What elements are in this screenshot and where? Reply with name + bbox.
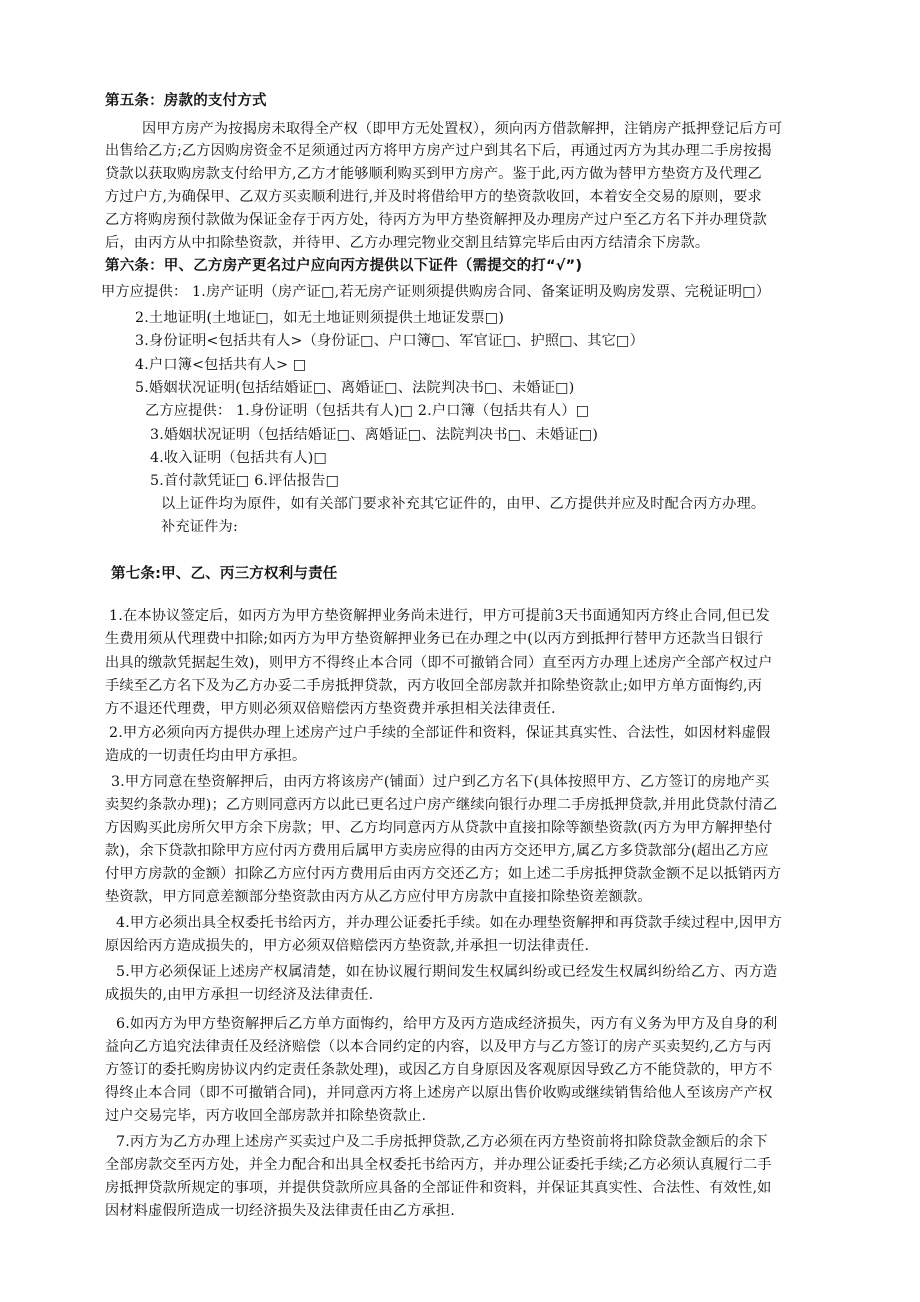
document-list-line: 3.身份证明<包括共有人>（身份证□、户口簿□、军官证□、护照□、其它□）	[135, 333, 644, 349]
paragraph-line: 益向乙方追究法律责任及经济赔偿（以本合同约定的内容，以及甲方与乙方签订的房产买卖契约,乙方与丙	[105, 1039, 772, 1055]
paragraph-line: 方过户方,为确保甲、乙双方买卖顺利进行,并及时将借给甲方的垫资款收回，本着安全交易的原则，要求	[105, 189, 762, 205]
document-list-line: 2.土地证明(土地证□，如无土地证则须提供土地证发票□)	[135, 310, 505, 326]
paragraph-line: 生费用须从代理费中扣除;如丙方为甲方垫资解押业务已在办理之中(以丙方到抵押行替甲方还款当日银行	[105, 631, 764, 647]
document-list-line: 5.婚姻状况证明(包括结婚证□、离婚证□、法院判决书□、未婚证□)	[135, 380, 575, 396]
document-list-line: 4.户口簿<包括共有人> □	[135, 357, 307, 373]
paragraph-line: 7.丙方为乙方办理上述房产买卖过户及二手房抵押贷款,乙方必须在丙方垫资前将扣除贷款金额后的余下	[116, 1134, 768, 1150]
paragraph-line: 4.甲方必须出具全权委托书给丙方，并办理公证委托手续。如在办理垫资解押和再贷款手续过程中,因甲方	[116, 915, 783, 931]
paragraph-line: 款)，余下贷款扣除甲方应付丙方费用后属甲方卖房应得的由丙方交还甲方,属乙方多贷款部分(超出乙方应	[105, 843, 769, 859]
document-list-line: 4.收入证明（包括共有人)□	[150, 450, 328, 466]
paragraph-line: 2.甲方必须向丙方提供办理上述房产过户手续的全部证件和资料，保证其真实性、合法性，如因材料虚假	[109, 725, 771, 741]
paragraph-line: 手续至乙方名下及为乙方办妥二手房抵押贷款，丙方收回全部房款并扣除垫资款止;如甲方单方面悔约,丙	[105, 678, 763, 694]
paragraph-line: 6.如丙方为甲方垫资解押后乙方单方面悔约，给甲方及丙方造成经济损失，丙方有义务为甲方及自身的利	[116, 1016, 778, 1032]
paragraph-line: 因甲方房产为按揭房未取得全产权（即甲方无处置权），须向丙方借款解押，注销房产抵押登记后方可	[142, 121, 783, 137]
paragraph-line: 得终止本合同（即不可撤销合同)，并同意丙方将上述房产以原出售价收购或继续销售给他人至该房产产权	[105, 1085, 773, 1101]
article-5-heading: 第五条：房款的支付方式	[105, 93, 267, 109]
paragraph-line: 乙方将购房预付款做为保证金存于丙方处，待丙方为甲方垫资解押及办理房产过户至乙方名下并办理贷款	[105, 212, 767, 228]
paragraph-line: 垫资款，甲方同意差额部分垫资款由丙方从乙方应付甲方房款中直接扣除垫资差额款。	[105, 889, 652, 905]
paragraph-line: 卖契约条款办理)；乙方则同意丙方以此已更名过户房产继续向银行办理二手房抵押贷款,并用此贷款付清乙	[105, 797, 778, 813]
paragraph-line: 付甲方房款的金额）扣除乙方应付丙方费用后由丙方交还乙方；如上述二手房抵押贷款金额不足以抵销丙方	[105, 866, 782, 882]
supplementary-documents-label: 补充证件为:	[161, 519, 238, 535]
paragraph-line: 过户交易完毕，丙方收回全部房款并扣除垫资款止.	[105, 1108, 427, 1124]
paragraph-line: 房抵押贷款所规定的事项，并提供贷款所应具备的全部证件和资料，并保证其真实性、合法性、有效性,如	[105, 1180, 772, 1196]
document-list-line: 乙方应提供： 1.身份证明（包括共有人)□ 2.户口簿（包括共有人）□	[145, 403, 590, 419]
paragraph-line: 原因给丙方造成损失的，甲方必须双倍赔偿丙方垫资款,并承担一切法律责任.	[105, 938, 590, 954]
article-6-heading: 第六条：甲、乙方房产更名过户应向丙方提供以下证件（需提交的打“√”)	[105, 258, 583, 274]
paragraph-line: 5.甲方必须保证上述房产权属清楚，如在协议履行期间发生权属纠纷或已经发生权属纠纷给乙方、丙方造	[116, 964, 778, 980]
document-list-line: 3.婚姻状况证明（包括结婚证□、离婚证□、法院判决书□、未婚证□)	[150, 427, 599, 443]
article-7-heading: 第七条:甲、乙、丙三方权利与责任	[111, 566, 338, 582]
paragraph-line: 方因购买此房所欠甲方余下房款；甲、乙方均同意丙方从贷款中直接扣除等额垫资款(丙方为甲方解押垫付	[105, 820, 773, 836]
paragraph-line: 方不退还代理费，甲方则必须双倍赔偿丙方垫资费并承担相关法律责任.	[105, 701, 556, 717]
document-list-line: 甲方应提供： 1.房产证明（房产证□,若无房产证则须提供购房合同、备案证明及购房发票、完税证明□）	[101, 284, 771, 300]
paragraph-line: 3.甲方同意在垫资解押后，由丙方将该房产(铺面）过户到乙方名下(具体按照甲方、乙方签订的房地产买	[111, 774, 770, 790]
document-note-line: 以上证件均为原件，如有关部门要求补充其它证件的，由甲、乙方提供并应及时配合丙方办理。	[161, 496, 766, 512]
paragraph-line: 全部房款交至丙方处，并全力配合和出具全权委托书给丙方，并办理公证委托手续;乙方必须认真履行二手	[105, 1157, 772, 1173]
paragraph-line: 贷款以获取购房款支付给甲方,乙方才能够顺利购买到甲方房产。鉴于此,丙方做为替甲方垫资方及代理乙	[105, 166, 762, 182]
paragraph-line: 造成的一切责任均由甲方承担。	[105, 748, 307, 764]
document-list-line: 5.首付款凭证□ 6.评估报告□	[150, 473, 340, 489]
paragraph-line: 因材料虚假所造成一切经济损失及法律责任由乙方承担.	[105, 1203, 456, 1219]
paragraph-line: 出具的缴款凭据起生效)，则甲方不得终止本合同（即不可撤销合同）直至丙方办理上述房产全部产权过户	[105, 655, 773, 671]
paragraph-line: 1.在本协议签定后，如丙方为甲方垫资解押业务尚未进行，甲方可提前3天书面通知丙方终止合同,但已发	[109, 608, 770, 624]
paragraph-line: 后，由丙方从中扣除垫资款，并待甲、乙方办理完物业交割且结算完毕后由丙方结清余下房款。	[105, 235, 710, 251]
paragraph-line: 成损失的,由甲方承担一切经济及法律责任.	[105, 987, 374, 1003]
paragraph-line: 出售给乙方;乙方因购房资金不足须通过丙方将甲方房产过户到其名下后，再通过丙方为其办理二手房按揭	[105, 143, 772, 159]
paragraph-line: 方签订的委托购房协议内约定责任条款处理)，或因乙方自身原因及客观原因导致乙方不能贷款的，甲方不	[105, 1062, 773, 1078]
